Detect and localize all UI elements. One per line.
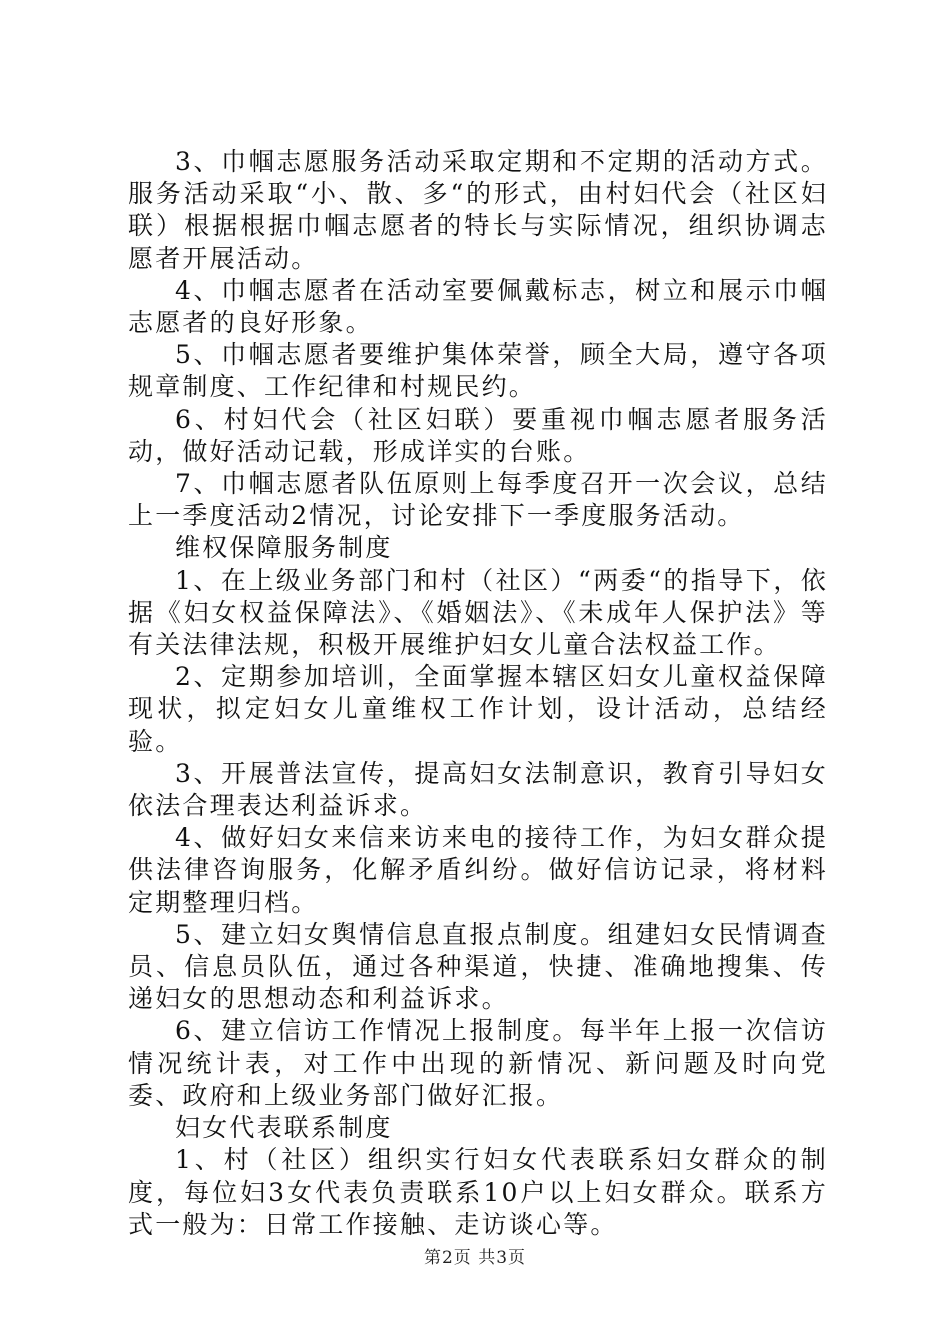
paragraph-rights-1: 1、在上级业务部门和村（社区）“两委“的指导下，依据《妇女权益保障法》、《婚姻法》、《未成年人保护法》等有关法律法规，积极开展维护妇女儿童合法权益工作。	[128, 565, 828, 660]
section-heading-liaison: 妇女代表联系制度	[175, 1113, 393, 1143]
paragraph-rights-5: 5、建立妇女舆情信息直报点制度。组建妇女民情调查员、信息员队伍，通过各种渠道，快捷、准确地搜集、传递妇女的思想动态和利益诉求。	[128, 919, 828, 1014]
paragraph-rights-4: 4、做好妇女来信来访来电的接待工作，为妇女群众提供法律咨询服务，化解矛盾纠纷。做好信访记录，将材料定期整理归档。	[128, 823, 828, 917]
section-heading-rights: 维权保障服务制度	[175, 533, 393, 563]
page-number-footer: 第2页 共3页	[423, 1248, 527, 1268]
paragraph-rights-2: 2、定期参加培训，全面掌握本辖区妇女儿童权益保障现状，拟定妇女儿童维权工作计划，设计活动，总结经验。	[128, 662, 828, 756]
paragraph-volunteer-6: 6、村妇代会（社区妇联）要重视巾帼志愿者服务活动，做好活动记载，形成详实的台账。	[128, 404, 828, 466]
document-body	[128, 146, 828, 1241]
paragraph-volunteer-7: 7、巾帼志愿者队伍原则上每季度召开一次会议，总结上一季度活动2情况，讨论安排下一季度服务活动。	[128, 469, 828, 531]
paragraph-rights-6: 6、建立信访工作情况上报制度。每半年上报一次信访情况统计表，对工作中出现的新情况、新问题及时向党委、政府和上级业务部门做好汇报。	[128, 1016, 828, 1110]
paragraph-liaison-1: 1、村（社区）组织实行妇女代表联系妇女群众的制度，每位妇3女代表负责联系10户以上妇女群众。联系方式一般为：日常工作接触、走访谈心等。	[128, 1145, 828, 1239]
paragraph-volunteer-3: 3、巾帼志愿服务活动采取定期和不定期的活动方式。服务活动采取“小、散、多“的形式，由村妇代会（社区妇联）根据根据巾帼志愿者的特长与实际情况，组织协调志愿者开展活动。	[128, 147, 828, 273]
paragraph-volunteer-5: 5、巾帼志愿者要维护集体荣誉，顾全大局，遵守各项规章制度、工作纪律和村规民约。	[128, 340, 828, 402]
paragraph-rights-3: 3、开展普法宣传，提高妇女法制意识，教育引导妇女依法合理表达利益诉求。	[128, 758, 828, 821]
paragraph-volunteer-4: 4、巾帼志愿者在活动室要佩戴标志，树立和展示巾帼志愿者的良好形象。	[128, 275, 828, 338]
